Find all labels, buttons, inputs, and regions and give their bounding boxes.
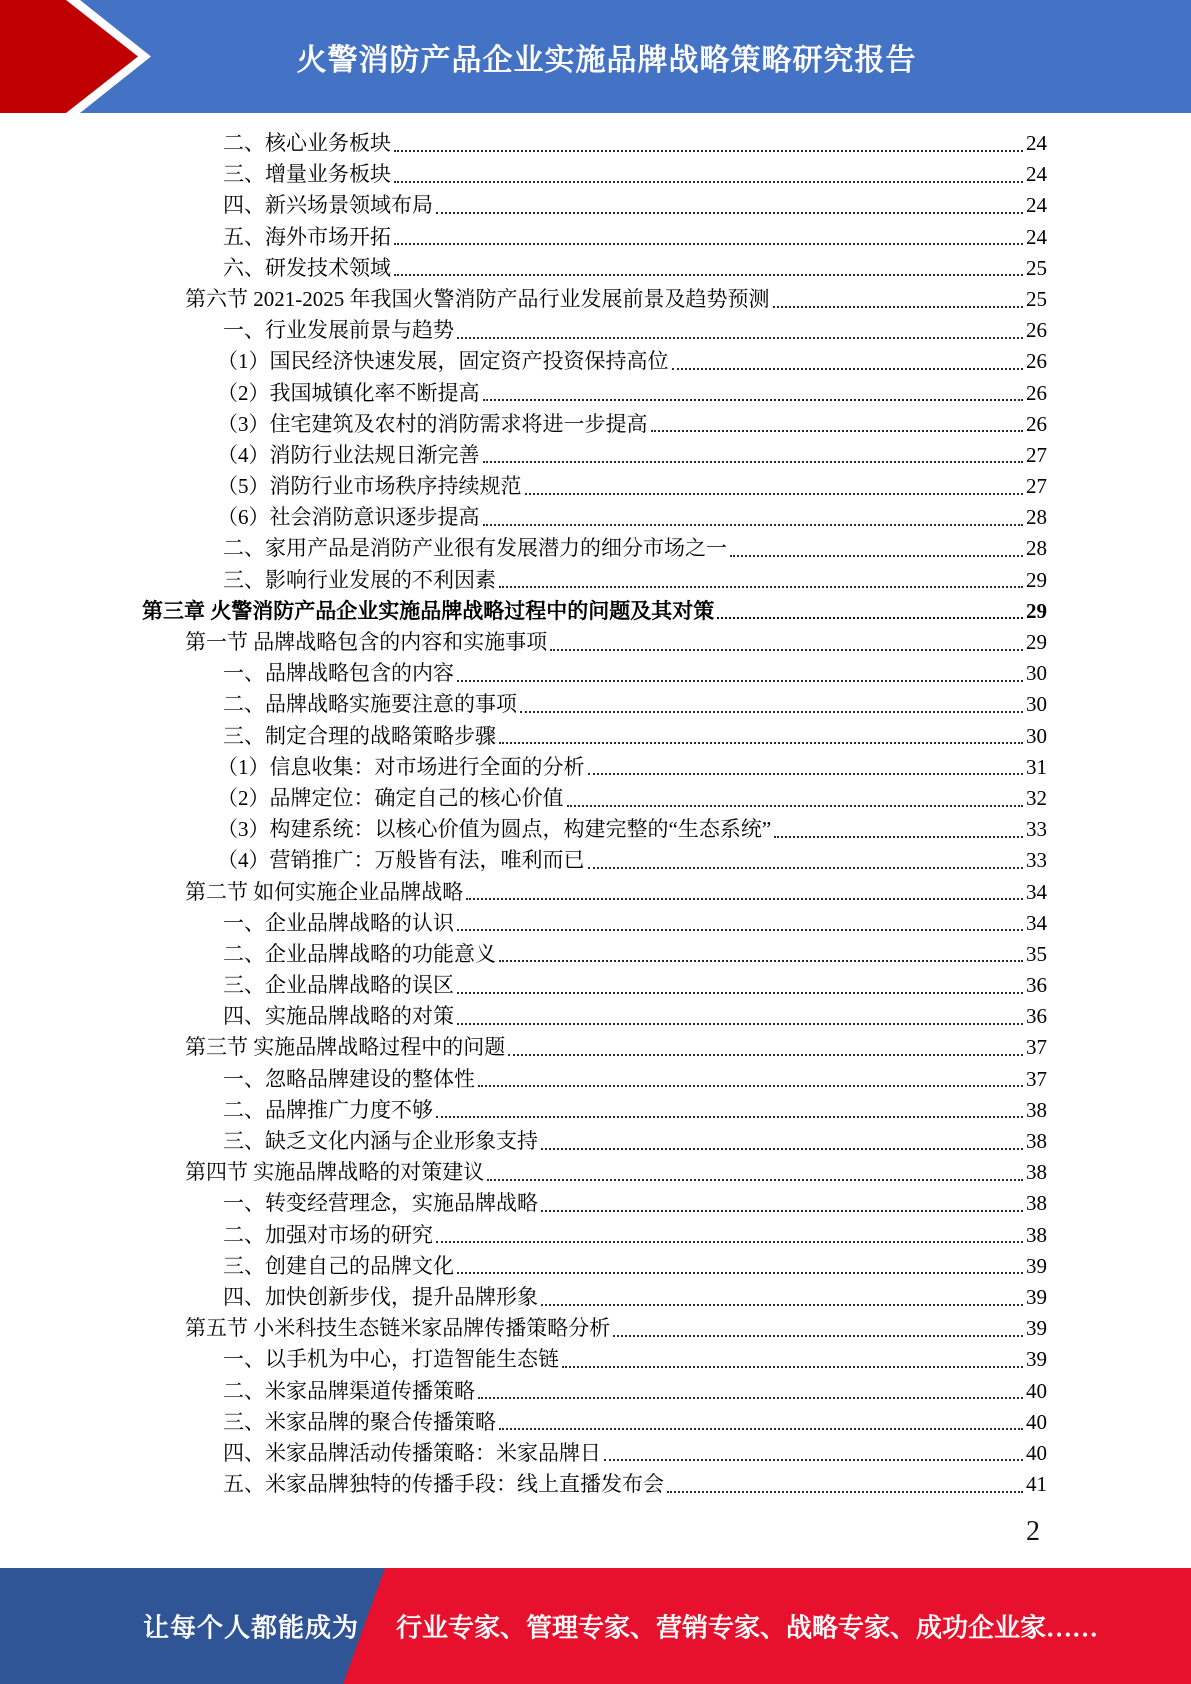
toc-entry-page: 38 (1026, 1129, 1047, 1153)
toc-leader-dots (457, 978, 1023, 994)
toc-entry-text: 一、品牌战略包含的内容 (223, 661, 454, 686)
toc-entry-text: 三、影响行业发展的不利因素 (223, 567, 496, 592)
toc-leader-dots (483, 510, 1024, 526)
toc-entry[interactable] (0, 1032, 1047, 1063)
toc-entry-text: 一、转变经营理念，实施品牌战略 (223, 1191, 538, 1216)
toc-entry-text: 第一节 品牌战略包含的内容和实施事项 (185, 630, 548, 654)
toc-entry[interactable] (0, 1469, 1047, 1500)
toc-entry-text: 五、海外市场开拓 (223, 224, 391, 249)
toc-entry-text: 三、米家品牌的聚合传播策略 (223, 1409, 496, 1434)
footer-slogan-right: 行业专家、管理专家、营销专家、战略专家、成功企业家…… (396, 1613, 1099, 1643)
toc-leader-dots (457, 666, 1023, 682)
toc-entry[interactable] (0, 1251, 1047, 1282)
toc-leader-dots (394, 167, 1023, 183)
toc-entry[interactable] (0, 1438, 1047, 1469)
toc-entry-text: 一、企业品牌战略的认识 (223, 910, 454, 935)
toc-leader-dots (457, 1009, 1023, 1025)
toc-leader-dots (541, 1290, 1023, 1306)
toc-entry-text: 第三章 火警消防产品企业实施品牌战略过程中的问题及其对策 (142, 598, 715, 623)
toc-leader-dots (394, 260, 1023, 276)
toc-entry-page: 36 (1026, 973, 1047, 998)
toc-entry-page: 39 (1026, 1253, 1047, 1278)
toc-entry-page: 39 (1026, 1347, 1047, 1372)
toc-entry[interactable] (0, 1282, 1047, 1313)
toc-entry[interactable] (0, 1157, 1047, 1188)
toc-entry-text: 第三节 实施品牌战略过程中的问题 (185, 1035, 506, 1060)
toc-leader-dots (483, 447, 1024, 463)
toc-leader-dots (436, 1102, 1023, 1118)
toc-entry[interactable] (0, 471, 1047, 502)
toc-entry-text: 一、忽略品牌建设的整体性 (223, 1066, 475, 1091)
toc-leader-dots (730, 541, 1023, 557)
toc-entry[interactable] (0, 908, 1047, 939)
toc-entry[interactable] (0, 284, 1047, 315)
toc-entry-text: 四、加快创新步伐，提升品牌形象 (223, 1284, 538, 1309)
toc-entry-page: 29 (1026, 567, 1047, 592)
toc-entry-text: 第二节 如何实施企业品牌战略 (185, 879, 464, 904)
toc-entry-text: 三、制定合理的战略策略步骤 (223, 723, 496, 748)
toc-entry[interactable] (0, 1188, 1047, 1219)
toc-entry[interactable] (0, 752, 1047, 783)
toc-entry-page: 38 (1026, 1097, 1047, 1122)
toc-entry-page: 33 (1026, 848, 1047, 873)
toc-entry[interactable] (0, 783, 1047, 814)
toc-entry-text: 第五节 小米科技生态链米家品牌传播策略分析 (185, 1316, 611, 1341)
toc-entry[interactable] (0, 346, 1047, 377)
toc-entry[interactable] (0, 596, 1047, 627)
toc-entry-page: 40 (1026, 1378, 1047, 1403)
toc-entry[interactable] (0, 627, 1047, 658)
footer-band (0, 1568, 1191, 1684)
toc-entry-page: 31 (1026, 754, 1047, 779)
toc-entry-text: 第四节 实施品牌战略的对策建议 (185, 1160, 485, 1185)
toc-entry[interactable] (0, 1064, 1047, 1095)
toc-entry-text: 一、以手机为中心，打造智能生态链 (223, 1347, 559, 1372)
toc-entry-page: 38 (1026, 1191, 1047, 1216)
toc-entry[interactable] (0, 440, 1047, 471)
toc-leader-dots (567, 791, 1024, 807)
toc-entry-page: 29 (1026, 630, 1047, 654)
toc-entry[interactable] (0, 814, 1047, 845)
toc-entry[interactable] (0, 128, 1047, 159)
toc-entry-text: （3）住宅建筑及农村的消防需求将进一步提高 (217, 411, 648, 436)
toc-leader-dots (562, 1352, 1023, 1368)
toc-entry-page: 41 (1026, 1472, 1047, 1497)
toc-entry-page: 30 (1026, 692, 1047, 717)
toc-entry[interactable] (0, 1001, 1047, 1032)
toc-entry-text: 五、米家品牌独特的传播手段：线上直播发布会 (223, 1472, 664, 1497)
toc-entry-page: 24 (1026, 193, 1047, 218)
toc-leader-dots (499, 1414, 1023, 1430)
toc-leader-dots (667, 1477, 1023, 1493)
toc-entry-text: 三、增量业务板块 (223, 162, 391, 187)
toc-entry[interactable] (0, 877, 1047, 908)
toc-entry-page: 26 (1026, 349, 1047, 374)
page-number: 2 (1026, 1516, 1040, 1547)
toc-entry-text: 三、缺乏文化内涵与企业形象支持 (223, 1129, 538, 1153)
toc-leader-dots (588, 853, 1024, 869)
toc-entry[interactable] (0, 721, 1047, 752)
toc-leader-dots (604, 1445, 1023, 1461)
toc-entry[interactable] (0, 1376, 1047, 1407)
toc-leader-dots (487, 1165, 1023, 1181)
toc-entry-page: 29 (1026, 598, 1047, 623)
toc-entry-text: 二、核心业务板块 (223, 131, 391, 155)
page-title: 火警消防产品企业实施品牌战略策略研究报告 (296, 43, 917, 77)
toc-entry-text: （1）信息收集：对市场进行全面的分析 (217, 754, 585, 779)
toc-entry-page: 28 (1026, 505, 1047, 530)
toc-entry-text: 二、加强对市场的研究 (223, 1222, 433, 1247)
toc-leader-dots (550, 635, 1023, 651)
toc-leader-dots (478, 1071, 1023, 1087)
toc-leader-dots (466, 884, 1023, 900)
toc-leader-dots (541, 1134, 1023, 1150)
toc-entry-page: 25 (1026, 255, 1047, 280)
toc-entry-text: （4）营销推广：万般皆有法，唯利而已 (217, 848, 585, 873)
toc-entry-text: 六、研发技术领域 (223, 255, 391, 280)
toc-entry-page: 37 (1026, 1066, 1047, 1091)
toc-leader-dots (436, 198, 1023, 214)
toc-entry-text: 四、米家品牌活动传播策略：米家品牌日 (223, 1440, 601, 1465)
toc-entry-page: 28 (1026, 536, 1047, 561)
toc-entry[interactable] (0, 222, 1047, 253)
toc-leader-dots (541, 1196, 1023, 1212)
toc-leader-dots (774, 822, 1023, 838)
toc-entry-text: 二、家用产品是消防产业很有发展潜力的细分市场之一 (223, 536, 727, 561)
toc-entry[interactable] (0, 1126, 1047, 1157)
toc-leader-dots (651, 416, 1024, 432)
toc-entry-text: 三、企业品牌战略的误区 (223, 973, 454, 998)
toc-entry[interactable] (0, 970, 1047, 1001)
toc-leader-dots (520, 697, 1023, 713)
toc-leader-dots (613, 1321, 1023, 1337)
toc-entry-text: （2）品牌定位：确定自己的核心价值 (217, 785, 564, 810)
toc-entry[interactable] (0, 1220, 1047, 1251)
toc-entry[interactable] (0, 565, 1047, 596)
toc-entry-page: 37 (1026, 1035, 1047, 1060)
toc-entry-page: 34 (1026, 910, 1047, 935)
toc-entry[interactable] (0, 378, 1047, 409)
toc-entry-text: 二、企业品牌战略的功能意义 (223, 941, 496, 966)
toc-leader-dots (672, 354, 1024, 370)
toc-leader-dots (483, 385, 1024, 401)
toc-entry-text: 二、品牌推广力度不够 (223, 1097, 433, 1122)
toc-entry[interactable] (0, 658, 1047, 689)
toc-entry-text: （5）消防行业市场秩序持续规范 (217, 474, 522, 499)
toc-entry[interactable] (0, 315, 1047, 346)
toc-entry[interactable] (0, 533, 1047, 564)
toc-entry-text: 四、实施品牌战略的对策 (223, 1004, 454, 1029)
toc-entry-page: 24 (1026, 224, 1047, 249)
toc-leader-dots (394, 136, 1023, 152)
toc-entry-page: 25 (1026, 286, 1047, 311)
toc-entry[interactable] (0, 409, 1047, 440)
toc-entry-page: 33 (1026, 817, 1047, 842)
toc-entry[interactable] (0, 689, 1047, 720)
toc-entry-page: 27 (1026, 442, 1047, 467)
toc-entry[interactable] (0, 1344, 1047, 1375)
toc-leader-dots (499, 572, 1023, 588)
toc-entry-page: 40 (1026, 1440, 1047, 1465)
toc-entry-text: （1）国民经济快速发展，固定资产投资保持高位 (217, 349, 669, 374)
toc-entry-page: 26 (1026, 318, 1047, 343)
toc-leader-dots (588, 759, 1024, 775)
toc-entry-page: 32 (1026, 785, 1047, 810)
toc-entry-page: 26 (1026, 411, 1047, 436)
toc-entry-text: （4）消防行业法规日渐完善 (217, 442, 480, 467)
toc-entry[interactable] (0, 502, 1047, 533)
toc-entry[interactable] (0, 253, 1047, 284)
toc-entry[interactable] (0, 939, 1047, 970)
toc-entry-page: 39 (1026, 1284, 1047, 1309)
toc-entry-page: 35 (1026, 941, 1047, 966)
toc-entry-page: 39 (1026, 1316, 1047, 1341)
toc-entry-page: 30 (1026, 723, 1047, 748)
toc-leader-dots (717, 603, 1023, 619)
toc-entry-text: 一、行业发展前景与趋势 (223, 318, 454, 343)
toc-leader-dots (499, 728, 1023, 744)
toc-entry-page: 30 (1026, 661, 1047, 686)
toc-leader-dots (478, 1383, 1023, 1399)
toc-leader-dots (457, 915, 1023, 931)
toc-leader-dots (457, 323, 1023, 339)
toc-entry[interactable] (0, 1313, 1047, 1344)
toc-entry-page: 38 (1026, 1160, 1047, 1185)
toc-entry-page: 26 (1026, 380, 1047, 405)
toc-entry-text: 四、新兴场景领域布局 (223, 193, 433, 218)
toc-leader-dots (499, 946, 1023, 962)
toc-entry-text: （2）我国城镇化率不断提高 (217, 380, 480, 405)
toc-leader-dots (436, 1227, 1023, 1243)
toc-entry-text: （6）社会消防意识逐步提高 (217, 505, 480, 530)
toc-entry-text: 三、创建自己的品牌文化 (223, 1253, 454, 1278)
toc-leader-dots (508, 1040, 1023, 1056)
toc-entry-page: 38 (1026, 1222, 1047, 1247)
toc-entry[interactable] (0, 159, 1047, 190)
toc-leader-dots (773, 292, 1024, 308)
toc-entry[interactable] (0, 1407, 1047, 1438)
toc-leader-dots (457, 1258, 1023, 1274)
toc-entry-text: （3）构建系统：以核心价值为圆点，构建完整的“生态系统” (217, 817, 772, 842)
toc-entry[interactable] (0, 190, 1047, 221)
toc-entry-page: 34 (1026, 879, 1047, 904)
toc-entry[interactable] (0, 845, 1047, 876)
toc-entry-text: 二、米家品牌渠道传播策略 (223, 1378, 475, 1403)
toc-entry-page: 40 (1026, 1409, 1047, 1434)
footer-slogan-left: 让每个人都能成为 (143, 1613, 360, 1643)
header-bar (0, 0, 1191, 113)
toc-entry-text: 第六节 2021-2025 年我国火警消防产品行业发展前景及趋势预测 (185, 286, 770, 311)
toc-leader-dots (394, 229, 1023, 245)
toc-entry[interactable] (0, 1095, 1047, 1126)
toc-entry-page: 24 (1026, 131, 1047, 155)
toc-entry-text: 二、品牌战略实施要注意的事项 (223, 692, 517, 717)
toc-leader-dots (525, 479, 1024, 495)
toc-entry-page: 36 (1026, 1004, 1047, 1029)
toc-entry-page: 27 (1026, 474, 1047, 499)
toc-entry-page: 24 (1026, 162, 1047, 187)
table-of-contents (0, 128, 1191, 1500)
